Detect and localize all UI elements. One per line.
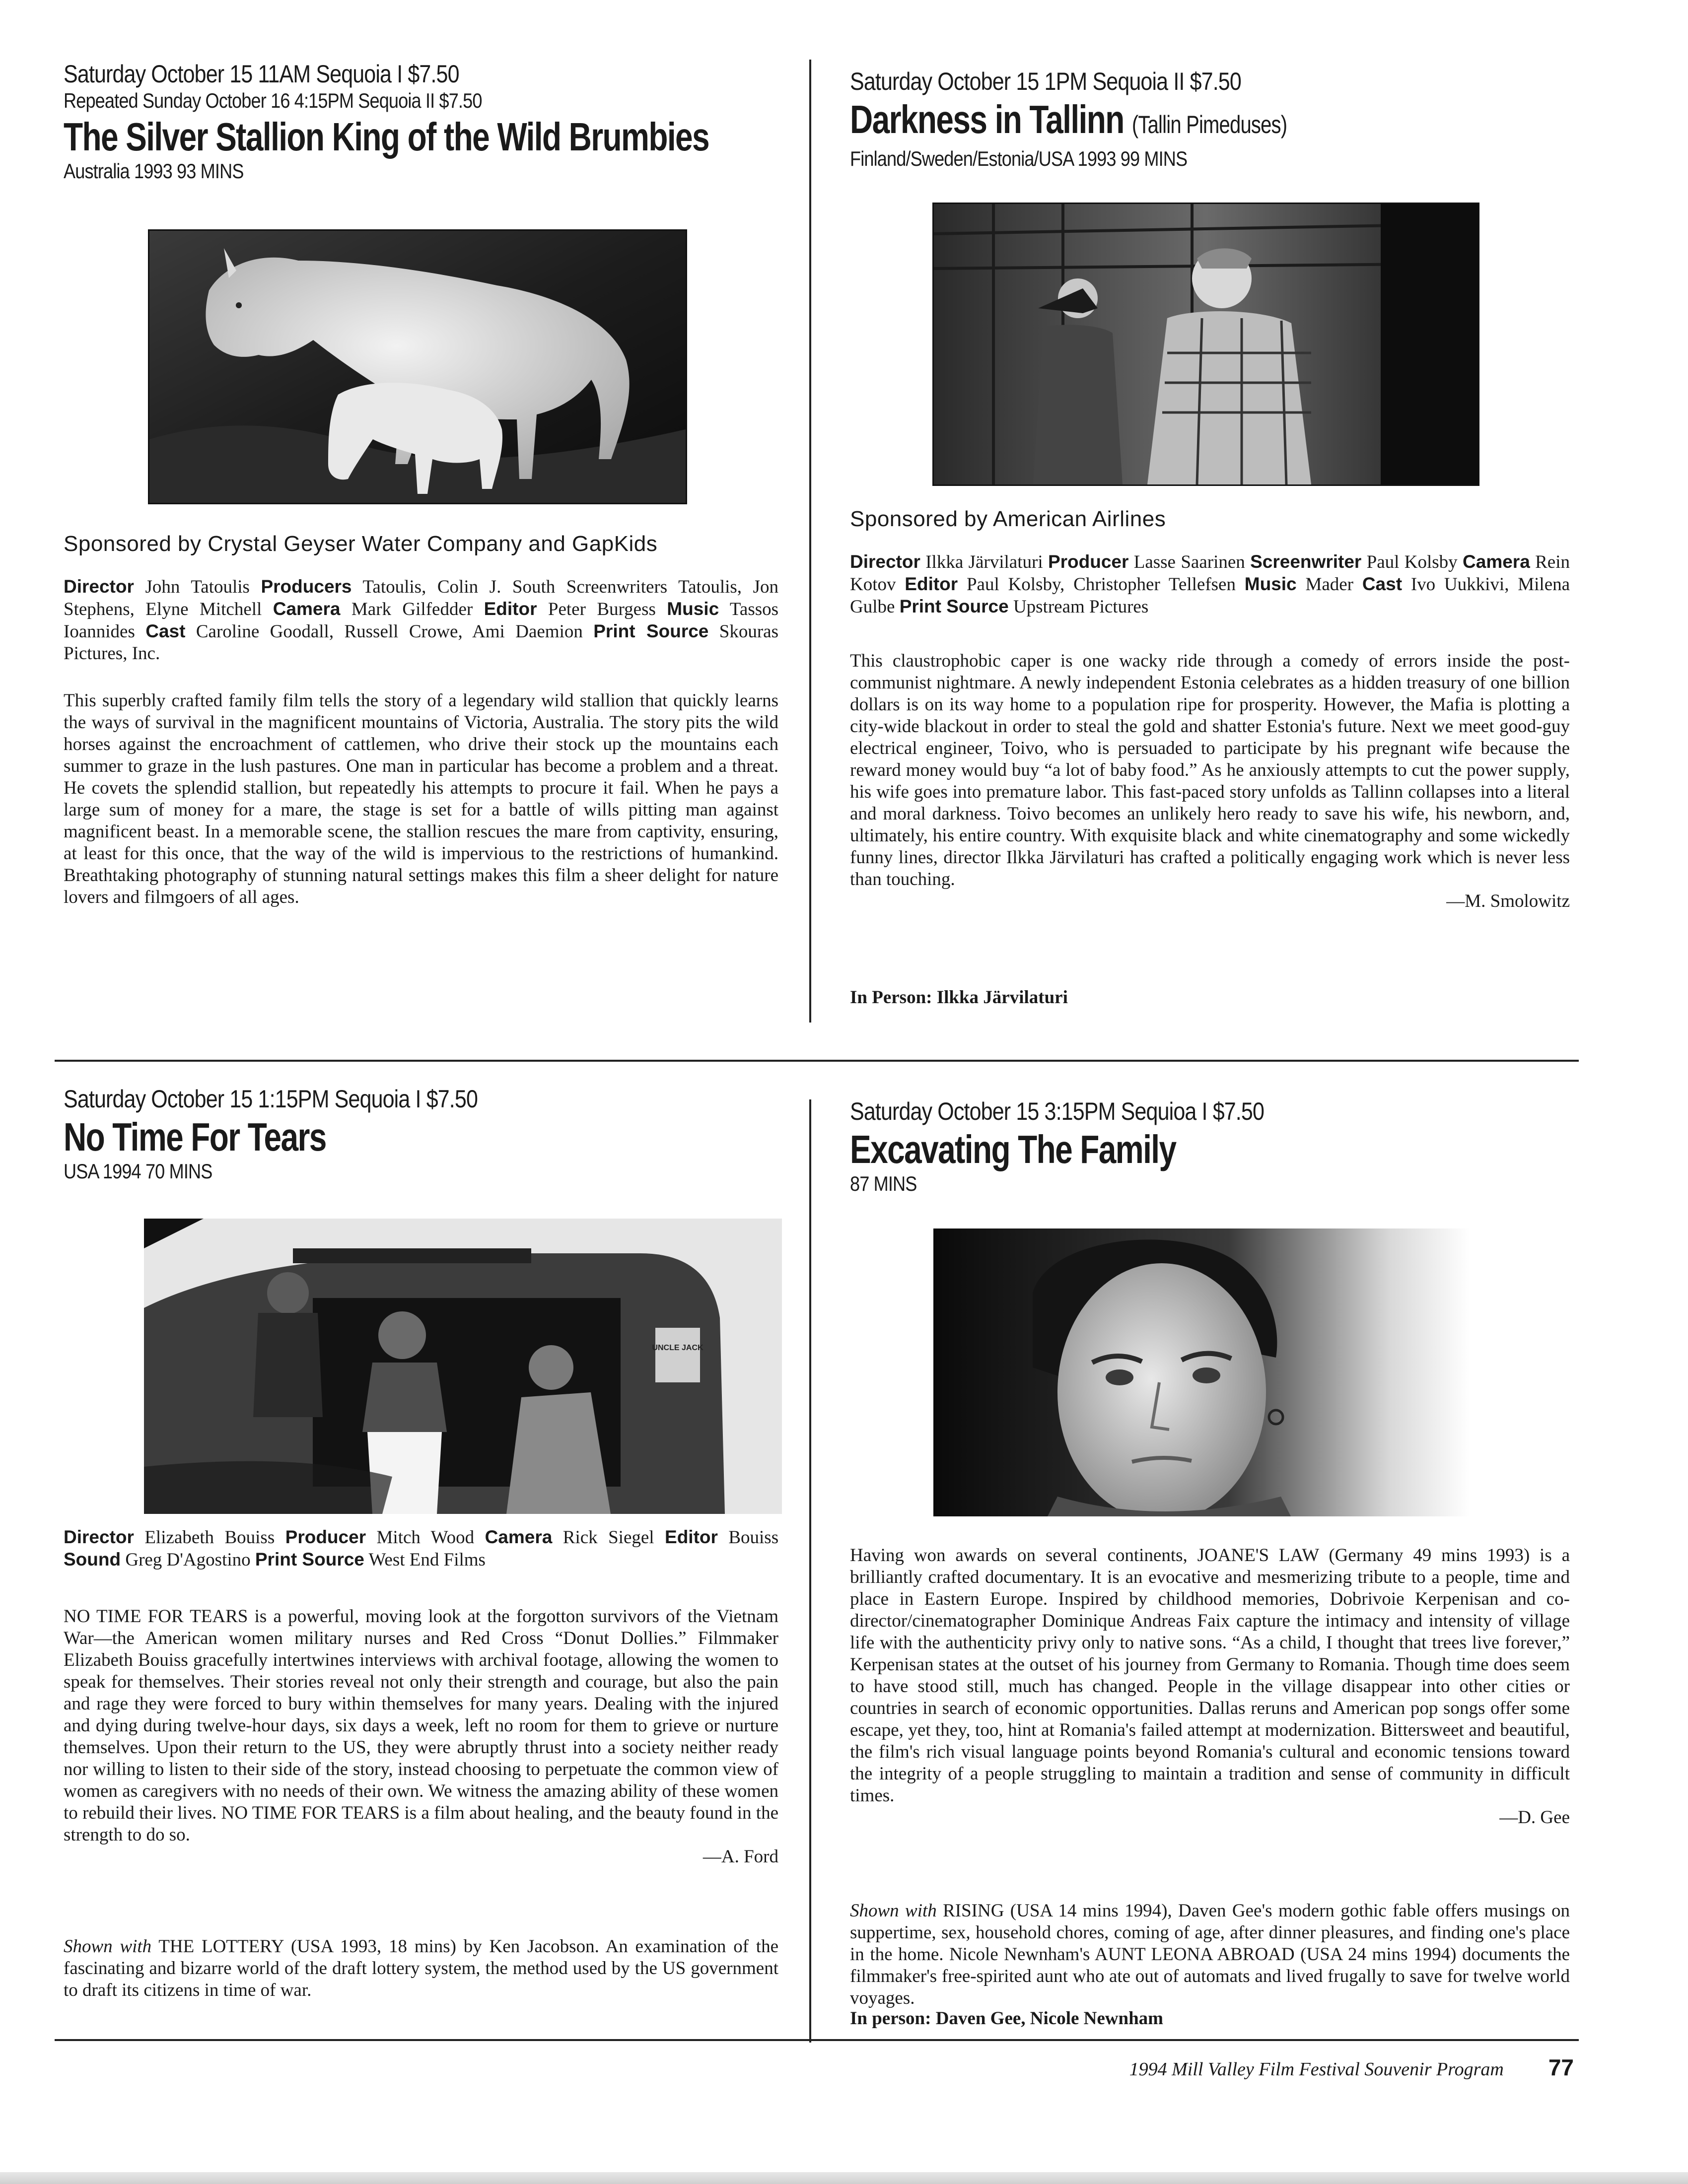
bottom-divider (55, 2039, 1579, 2041)
credit-value: Rick Siegel (563, 1527, 654, 1548)
page-number: 77 (1548, 2054, 1574, 2080)
film-title-text: Darkness in Tallinn (850, 97, 1124, 141)
shown-with-text: RISING (USA 14 mins 1994), Daven Gee's modern gothic fable offers musings on suppertime, sex, household chores, coming of age, after dinner pleasures, and finding one's place in the home. Nicole Newnham's AUNT LEONA ABROAD (USA 24 mins 1994) documents the filmmaker's free-spirited aunt who ate out of automats and lived frugally to save for twelve world voyages. (850, 1901, 1570, 2008)
credit-role: Music (667, 599, 719, 619)
portrait-photo (933, 1228, 1470, 1516)
film-entry-no-time-for-tears (64, 1085, 778, 1184)
in-person-guest: In Person: Ilkka Järvilaturi (850, 987, 1068, 1008)
film-entry-excavating-the-family (850, 1097, 1570, 1196)
credit-value: Mader (1305, 574, 1354, 595)
shown-with-note (64, 1936, 778, 2001)
screening-schedule: Saturday October 15 1PM Sequoia II $7.50 (850, 68, 1241, 95)
credit-role: Producer (1048, 551, 1129, 572)
credit-role: Editor (905, 574, 958, 594)
film-meta: Australia 1993 93 MINS (64, 159, 244, 183)
reviewer-signature: —D. Gee (1499, 1807, 1570, 1828)
film-credits (64, 1526, 778, 1571)
credit-role: Music (1244, 574, 1297, 594)
credit-role: Camera (1463, 551, 1530, 572)
uncle-jack-decal (655, 1328, 700, 1382)
film-credits (850, 551, 1570, 618)
credit-value: Rein Kotov (850, 552, 1570, 595)
shown-with-text: THE LOTTERY (USA 1993, 18 mins) by Ken Jacobson. An examination of the fascinating and bizarre world of the draft lottery system, the method used by the US government to draft its citizens in time of war. (64, 1936, 778, 2000)
page-footer (1129, 2054, 1574, 2081)
credit-role: Producer (285, 1527, 366, 1547)
film-description (64, 1606, 778, 1868)
shown-with-label: Shown with (850, 1901, 937, 1921)
shown-with-label: Shown with (64, 1936, 152, 1957)
credit-value: Ivo Uukkivi, Milena Gulbe (850, 574, 1570, 617)
film-title: No Time For Tears (64, 1115, 326, 1159)
credit-role: Director (64, 576, 134, 597)
credit-value: Tatoulis, Colin J. South Screenwriters Tatoulis, Jon Stephens, Elyne Mitchell (64, 577, 778, 619)
credit-role: Print Source (255, 1549, 364, 1570)
helicopter-photo (144, 1219, 782, 1514)
tallinn-photo (934, 204, 1478, 484)
credit-role: Editor (484, 599, 537, 619)
credit-value: Mark Gilfedder (351, 599, 473, 619)
credit-role: Cast (1362, 574, 1403, 594)
credit-role: Sound (64, 1549, 121, 1570)
film-entry-darkness-in-tallinn (850, 67, 1570, 171)
description-text: Having won awards on several continents, JOANE'S LAW (Germany 49 mins 1993) is a brilliantly crafted documentary. It is an evocative and mesmerizing tribute to a people, time and place in Eastern Europe. Inspired by childhood memories, Dobrivoie Kerpenisan and co-director/cinematographer Dominique Andreas Faix capture the intimacy and intensity of village life with the authenticity privy only to native sons. “As a child, I thought that trees live forever,” Kerpenisan states at the outset of his journey from Germany to Romania. Though time does seem to have stood still, much has changed. People in the village disappear into other cities or countries in search of economic opportunities. Dallas reruns and American pop songs offer some escape, yet they, too, hint at Romania's failed attempt at modernization. Bittersweet and beautiful, the film's rich visual language points beyond Romania's cultural and economic tensions toward the integrity of a people struggling to maintain a tradition and sense of community in difficult times. (850, 1545, 1570, 1806)
credit-value: Tassos Ioannides (64, 599, 779, 642)
film-still-portrait (933, 1228, 1470, 1516)
film-still-tallinn (932, 203, 1479, 486)
credit-value: Greg D'Agostino (125, 1550, 251, 1570)
screening-schedule: Saturday October 15 1:15PM Sequoia I $7.50 (64, 1085, 478, 1113)
photo-decal-text: UNCLE JACK (652, 1344, 703, 1352)
footer-text: 1994 Mill Valley Film Festival Souvenir Program (1129, 2059, 1504, 2080)
credit-value: West End Films (368, 1550, 486, 1570)
film-meta: 87 MINS (850, 1172, 917, 1195)
credit-role: Cast (145, 621, 186, 641)
film-entry-silver-stallion (64, 60, 778, 184)
credit-role: Print Source (593, 621, 709, 641)
section-divider (55, 1060, 1579, 1062)
reviewer-signature: —A. Ford (703, 1846, 778, 1867)
credit-value: Paul Kolsby, Christopher Tellefsen (966, 574, 1236, 595)
film-description (850, 1545, 1570, 1829)
credit-role: Producers (261, 576, 352, 597)
in-person-guest: In person: Daven Gee, Nicole Newnham (850, 2008, 1164, 2029)
reviewer-signature: —M. Smolowitz (1446, 891, 1570, 911)
description-text: This claustrophobic caper is one wacky ride through a comedy of errors inside the post-communist nightmare. A newly independent Estonia celebrates as a hidden treasury of one billion dollars is on its way home to a population ripe for prosperity. However, the Mafia is plotting a city-wide blackout in order to steal the gold and shatter Estonia's future. Next we meet good-guy electrical engineer, Toivo, who is persuaded to participate by his pregnant wife because the reward money would buy “a lot of baby food.” As he anxiously attempts to cut the power supply, his wife goes into premature labor. This fast-paced story unfolds as Tallinn collapses into a literal and moral darkness. Toivo becomes an unlikely hero ready to save his wife, his newborn, and, ultimately, his entire country. With exquisite black and white cinematography and some wickedly funny lines, director Ilkka Järvilaturi has crafted a politically engaging work which is never less than touching. (850, 651, 1570, 889)
film-credits (64, 576, 778, 665)
film-description (850, 650, 1570, 912)
credit-value: Peter Burgess (548, 599, 656, 619)
credit-role: Director (64, 1527, 134, 1547)
credit-role: Camera (485, 1527, 553, 1547)
credit-value: Elizabeth Bouiss (144, 1527, 275, 1548)
film-still-helicopter (144, 1219, 782, 1514)
horse-photo (149, 231, 686, 503)
film-title: The Silver Stallion King of the Wild Brumbies (64, 115, 709, 159)
repeat-schedule: Repeated Sunday October 16 4:15PM Sequoia II $7.50 (64, 89, 482, 112)
column-divider-top (809, 60, 811, 1023)
film-meta: Finland/Sweden/Estonia/USA 1993 99 MINS (850, 147, 1188, 170)
screening-schedule: Saturday October 15 11AM Sequoia I $7.50 (64, 60, 459, 88)
sponsor-line: Sponsored by Crystal Geyser Water Company and GapKids (64, 532, 658, 556)
column-divider-bottom (809, 1099, 811, 2043)
film-alt-title: (Tallin Pimeduses) (1131, 111, 1287, 138)
film-meta: USA 1994 70 MINS (64, 1160, 212, 1183)
sponsor-line: Sponsored by American Airlines (850, 507, 1166, 531)
credit-value: Upstream Pictures (1013, 597, 1149, 617)
credit-role: Camera (273, 599, 341, 619)
credit-role: Screenwriter (1250, 551, 1362, 572)
film-title (850, 98, 1426, 146)
credit-role: Editor (665, 1527, 718, 1547)
film-description: This superbly crafted family film tells the story of a legendary wild stallion that quickly learns the ways of survival in the magnificent mountains of Victoria, Australia. The story pits the wild horses against the encroachment of cattlemen, who drive their stock up the mountains each summer to graze in the lush pastures. One man in particular has become a problem and a threat. He covets the splendid stallion, but repeatedly his attempts to procure it fail. When he pays a large sum of money for a mare, the stage is set for a battle of wills pitting man against magnificent beast. In a memorable scene, the stallion rescues the mare from captivity, ensuring, at least for this once, that the way of the wild is impervious to the restrictions of humankind. Breathtaking photography of stunning natural settings makes this film a sheer delight for nature lovers and filmgoers of all ages. (64, 690, 778, 907)
credit-role: Director (850, 551, 920, 572)
credit-value: Caroline Goodall, Russell Crowe, Ami Daemion (196, 621, 583, 642)
film-still-horses (148, 229, 687, 504)
shown-with-note (850, 1900, 1570, 2009)
credit-value: Mitch Wood (376, 1527, 475, 1548)
film-title: Excavating The Family (850, 1127, 1176, 1171)
credit-value: Bouiss (728, 1527, 779, 1548)
scan-edge (0, 2172, 1688, 2184)
credit-value: Lasse Saarinen (1133, 552, 1245, 572)
credit-value: John Tatoulis (145, 577, 250, 597)
credit-role: Print Source (899, 596, 1009, 616)
description-text: NO TIME FOR TEARS is a powerful, moving look at the forgotton survivors of the Vietnam War—the American women military nurses and Red Cross “Donut Dollies.” Filmmaker Elizabeth Bouiss gracefully intertwines interviews with archival footage, allowing the women to speak for themselves. Their stories reveal not only their strength and courage, but also the pain and rage they were forced to bury within themselves for many years. Dealing with the injured and dying during twelve-hour days, six days a week, left no room for them to grieve or nurture themselves. Upon their return to the US, they were abruptly thrust into a society neither ready nor willing to listen to their side of the story, instead choosing to perpetuate the common view of women as caregivers with no needs of their own. We witness the amazing ability of these women to rebuild their lives. NO TIME FOR TEARS is a film about healing, and the beauty found in the strength to do so. (64, 1606, 778, 1845)
credit-value: Paul Kolsby (1366, 552, 1458, 572)
screening-schedule: Saturday October 15 3:15PM Sequioa I $7.50 (850, 1097, 1265, 1125)
credit-value: Ilkka Järvilaturi (925, 552, 1043, 572)
credit-value: Skouras Pictures, Inc. (64, 621, 779, 664)
